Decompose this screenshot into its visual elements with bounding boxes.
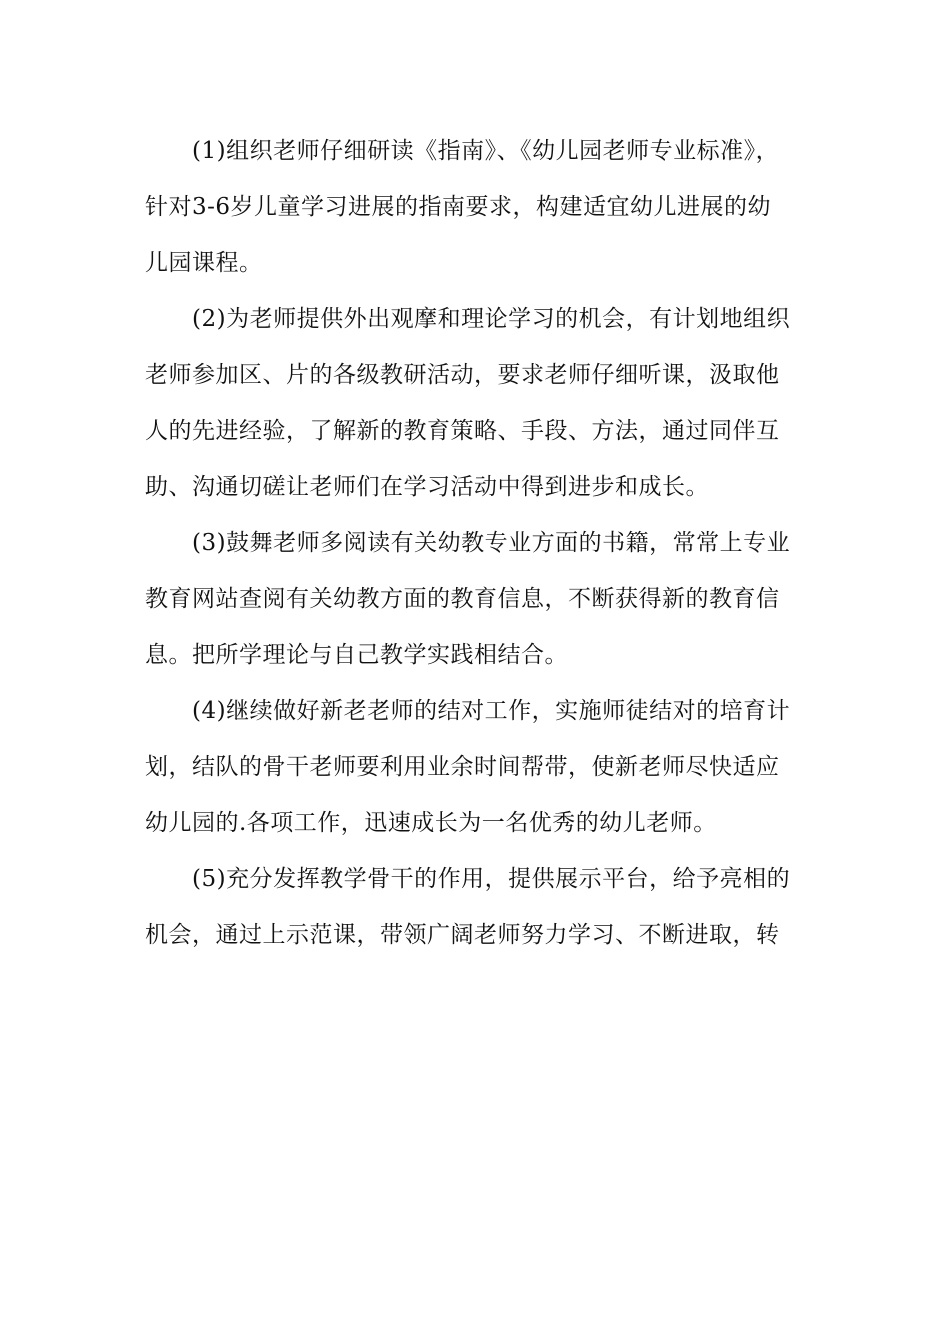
paragraph-4-line-1: (4)继续做好新老老师的结对工作，实施师徒结对的培育计 [192,698,791,724]
paragraph-2-line-4: 助、沟通切磋让老师们在学习活动中得到进步和成长。 [145,474,709,500]
paragraph-5-line-2: 机会，通过上示范课，带领广阔老师努力学习、不断进取，转 [145,922,780,948]
paragraph-2-line-1: (2)为老师提供外出观摩和理论学习的机会，有计划地组织 [192,306,791,332]
paragraph-3-line-3: 息。把所学理论与自己教学实践相结合。 [145,642,568,668]
document-body [145,128,810,968]
paragraph-3-line-1: (3)鼓舞老师多阅读有关幼教专业方面的书籍，常常上专业 [192,530,791,556]
paragraph-3-line-2: 教育网站查阅有关幼教方面的教育信息，不断获得新的教育信 [145,586,780,612]
paragraph-4-line-3: 幼儿园的.各项工作，迅速成长为一名优秀的幼儿老师。 [145,810,717,836]
paragraph-2-line-3: 人的先进经验，了解新的教育策略、手段、方法，通过同伴互 [145,418,780,444]
paragraph-5-line-1: (5)充分发挥教学骨干的作用，提供展示平台，给予亮相的 [192,866,791,892]
paragraph-4-line-2: 划，结队的骨干老师要利用业余时间帮带，使新老师尽快适应 [145,754,780,780]
paragraph-1-line-2: 针对3-6岁儿童学习进展的指南要求，构建适宜幼儿进展的幼 [145,194,772,220]
paragraph-1-line-3: 儿园课程。 [145,250,263,276]
paragraph-2-line-2: 老师参加区、片的各级教研活动，要求老师仔细听课，汲取他 [145,362,780,388]
paragraph-1-line-1: (1)组织老师仔细研读《指南》、《幼儿园老师专业标准》， [192,138,780,164]
